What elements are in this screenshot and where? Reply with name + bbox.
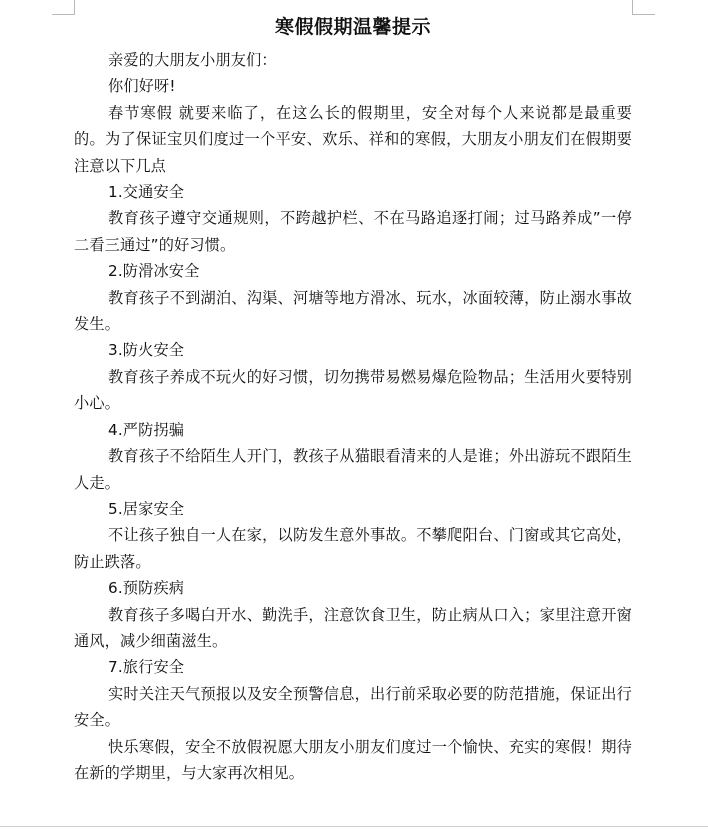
document-title: 寒假假期温馨提示 [274,16,431,38]
hello-paragraph: 你们好呀! [108,77,176,96]
section-body-home: 不让孩子独自一人在家，以防发生意外事故。不攀爬阳台、门窗或其它高处，防止跌落。 [74,526,632,571]
section-body-disease: 教育孩子多喝白开水、勤洗手，注意饮食卫生，防止病从口入；家里注意开窗通风，减少细菌滋生。 [74,605,632,650]
section-heading-ice: 2.防滑冰安全 [108,262,200,281]
section-heading-abduction: 4.严防拐骗 [108,420,185,439]
closing-paragraph: 快乐寒假，安全不放假祝愿大朋友小朋友们度过一个愉快、充实的寒假！期待在新的学期里，与大家再次相见。 [74,737,632,782]
section-heading-disease: 6.预防疾病 [108,579,185,598]
section-body-traffic: 教育孩子遵守交通规则，不跨越护栏、不在马路追逐打闹；过马路养成”一停二看三通过”的好习惯。 [74,209,632,254]
page-margin-corner-top-left [52,0,75,15]
section-body-fire: 教育孩子养成不玩火的好习惯，切勿携带易燃易爆危险物品；生活用火要特别小心。 [74,367,632,413]
greeting-paragraph: 亲爱的大朋友小朋友们： [108,51,277,69]
intro-paragraph: 春节寒假 就要来临了，在这么长的假期里，安全对每个人来说都是最重要的。为了保证宝贝们度过一个平安、欢乐、祥和的寒假，大朋友小朋友们在假期要注意以下几点 [74,103,632,175]
section-heading-home: 5.居家安全 [108,499,185,518]
section-heading-travel: 7.旅行安全 [108,658,185,677]
section-body-abduction: 教育孩子不给陌生人开门，教孩子从猫眼看清来的人是谁；外出游玩不跟陌生人走。 [74,447,632,492]
page-margin-corner-top-right [632,0,655,15]
page-bottom-edge [0,826,708,827]
document-page [74,10,632,786]
section-heading-fire: 3.防火安全 [108,341,185,360]
section-body-ice: 教育孩子不到湖泊、沟渠、河塘等地方滑冰、玩水，冰面较薄，防止溺水事故发生。 [74,288,632,334]
section-body-travel: 实时关注天气预报以及安全预警信息，出行前采取必要的防范措施，保证出行安全。 [74,684,632,730]
section-heading-traffic: 1.交通安全 [108,183,185,202]
